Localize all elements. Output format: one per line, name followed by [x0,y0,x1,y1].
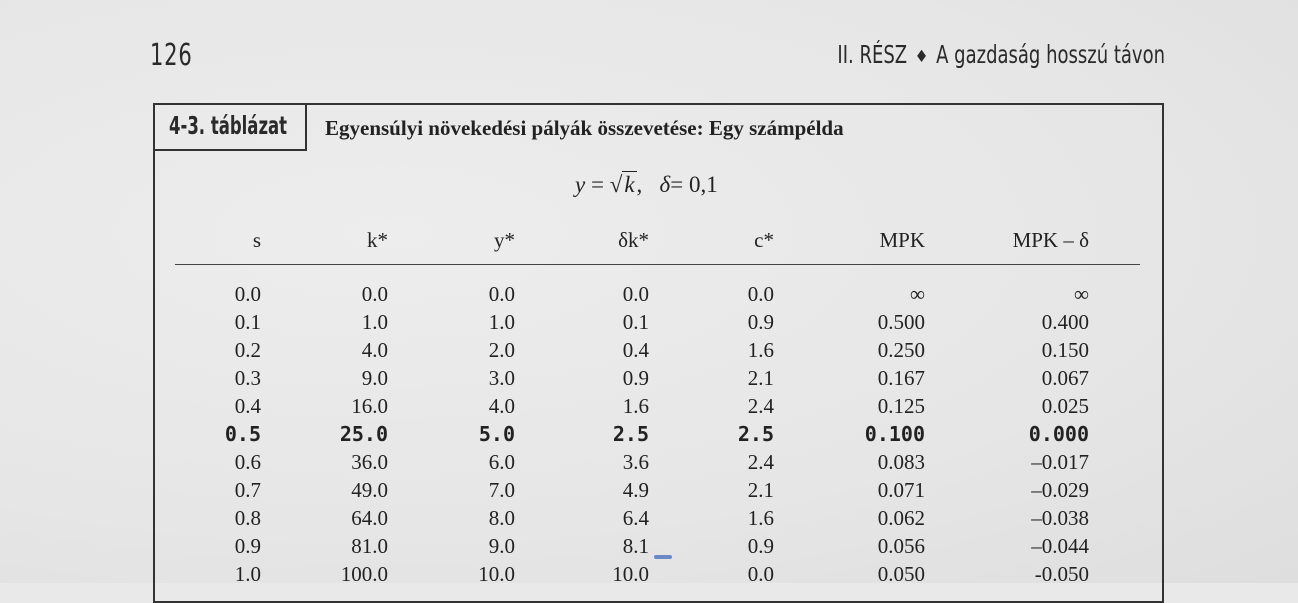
table-label: 4-3. táblázat [169,111,288,140]
cell-c: 2.1 [747,478,774,502]
table-row [175,336,1089,364]
cell-c: 0.9 [747,310,774,334]
table-row [175,532,1089,560]
formula-delta-value: = 0,1 [670,172,718,197]
cell-y: 4.0 [488,394,515,418]
cell-mpk: 0.500 [877,310,925,334]
cell-s: 0.3 [234,366,261,390]
cell-delta-k: 1.6 [622,394,649,418]
table-header-row [175,227,1089,253]
cell-delta-k: 0.1 [622,310,649,334]
cell-delta-k: 4.9 [622,478,649,502]
col-header-mpk: MPK [879,228,925,252]
table-spacer-row [175,253,1089,280]
cell-s: 0.8 [234,506,261,530]
cell-mpk: 0.125 [877,394,925,418]
table-formula [575,172,718,198]
table-row [175,392,1089,420]
cell-y: 7.0 [488,478,515,502]
table-row [175,280,1089,308]
cell-y: 0.0 [488,282,515,306]
cell-mpk: 0.062 [877,506,925,530]
running-head [837,40,1165,69]
cell-mpk: ∞ [910,282,925,306]
cell-y: 1.0 [488,310,515,334]
cell-s: 0.2 [234,338,261,362]
formula-equals: = [590,172,604,197]
cell-y: 3.0 [488,366,515,390]
cell-mpk: 0.100 [864,422,925,446]
table-label-box [153,103,307,151]
cell-delta-k: 10.0 [612,562,649,586]
cell-mpk-minus-delta: –0.029 [1031,478,1089,502]
cell-delta-k: 0.0 [622,282,649,306]
table-row [175,308,1089,336]
cell-k: 1.0 [361,310,388,334]
cell-k: 36.0 [351,450,388,474]
col-header-s: s [252,228,261,252]
formula-delta: δ [659,172,671,197]
cell-mpk-minus-delta: 0.000 [1028,422,1089,446]
cell-k: 64.0 [351,506,388,530]
cell-y: 8.0 [488,506,515,530]
cell-mpk: 0.167 [877,366,925,390]
cell-mpk: 0.050 [877,562,925,586]
table-row [175,420,1089,448]
formula-y: y [575,172,586,197]
cell-s: 0.7 [234,478,261,502]
cell-s: 1.0 [234,562,261,586]
cell-c: 2.4 [747,394,774,418]
cell-mpk-minus-delta: –0.038 [1031,506,1089,530]
table-row [175,476,1089,504]
cell-delta-k: 8.1 [622,534,649,558]
table-row [175,448,1089,476]
col-header-y: y* [494,228,515,252]
steady-state-table [175,227,1089,588]
cell-c: 2.4 [747,450,774,474]
cell-k: 16.0 [351,394,388,418]
cell-mpk: 0.083 [877,450,925,474]
cell-s: 0.6 [234,450,261,474]
cell-y: 5.0 [478,422,515,446]
page-number: 126 [150,38,193,73]
cell-c: 0.0 [747,282,774,306]
cell-y: 2.0 [488,338,515,362]
cell-mpk: 0.056 [877,534,925,558]
table-body [175,253,1089,588]
cell-mpk-minus-delta: 0.067 [1041,366,1089,390]
table-title: Egyensúlyi növekedési pályák összevetése: Egy számpélda [325,116,844,140]
cell-k: 9.0 [361,366,388,390]
table-row [175,504,1089,532]
cell-c: 2.1 [747,366,774,390]
formula-comma: , [636,172,643,197]
running-head-title: A gazdaság hosszú távon [936,40,1165,69]
col-header-k: k* [367,228,388,252]
cell-mpk-minus-delta: –0.017 [1031,450,1089,474]
cell-mpk-minus-delta: 0.400 [1041,310,1089,334]
header-rule [175,264,1140,265]
cell-y: 9.0 [488,534,515,558]
cell-mpk-minus-delta: 0.150 [1041,338,1089,362]
cell-c: 0.9 [747,534,774,558]
cell-k: 100.0 [340,562,388,586]
cell-mpk-minus-delta: –0.044 [1031,534,1089,558]
cell-c: 2.5 [737,422,774,446]
sqrt-symbol: √k [609,172,635,197]
cell-mpk-minus-delta: ∞ [1074,282,1089,306]
cell-s: 0.9 [234,534,261,558]
running-head-part: II. RÉSZ [837,40,908,69]
cell-k: 0.0 [361,282,388,306]
cell-s: 0.1 [234,310,261,334]
ink-mark [654,555,672,559]
cell-mpk-minus-delta: 0.025 [1041,394,1089,418]
table-row [175,364,1089,392]
cell-y: 6.0 [488,450,515,474]
cell-delta-k: 2.5 [612,422,649,446]
col-header-c: c* [754,228,774,252]
cell-mpk: 0.071 [877,478,925,502]
cell-delta-k: 3.6 [622,450,649,474]
cell-mpk-minus-delta: -0.050 [1034,562,1089,586]
cell-delta-k: 0.9 [622,366,649,390]
col-header-mpk-minus-delta: MPK – δ [1012,228,1089,252]
formula-k: k [624,172,635,197]
cell-mpk: 0.250 [877,338,925,362]
cell-y: 10.0 [478,562,515,586]
cell-s: 0.5 [224,422,261,446]
cell-k: 49.0 [351,478,388,502]
cell-s: 0.4 [234,394,261,418]
diamond-separator-icon: ◆ [917,44,927,64]
col-header-delta-k: δk* [618,228,649,252]
cell-delta-k: 6.4 [622,506,649,530]
cell-c: 1.6 [747,338,774,362]
table-row [175,560,1089,588]
cell-s: 0.0 [234,282,261,306]
cell-delta-k: 0.4 [622,338,649,362]
cell-c: 1.6 [747,506,774,530]
cell-k: 4.0 [361,338,388,362]
cell-c: 0.0 [747,562,774,586]
cell-k: 81.0 [351,534,388,558]
cell-k: 25.0 [339,422,388,446]
